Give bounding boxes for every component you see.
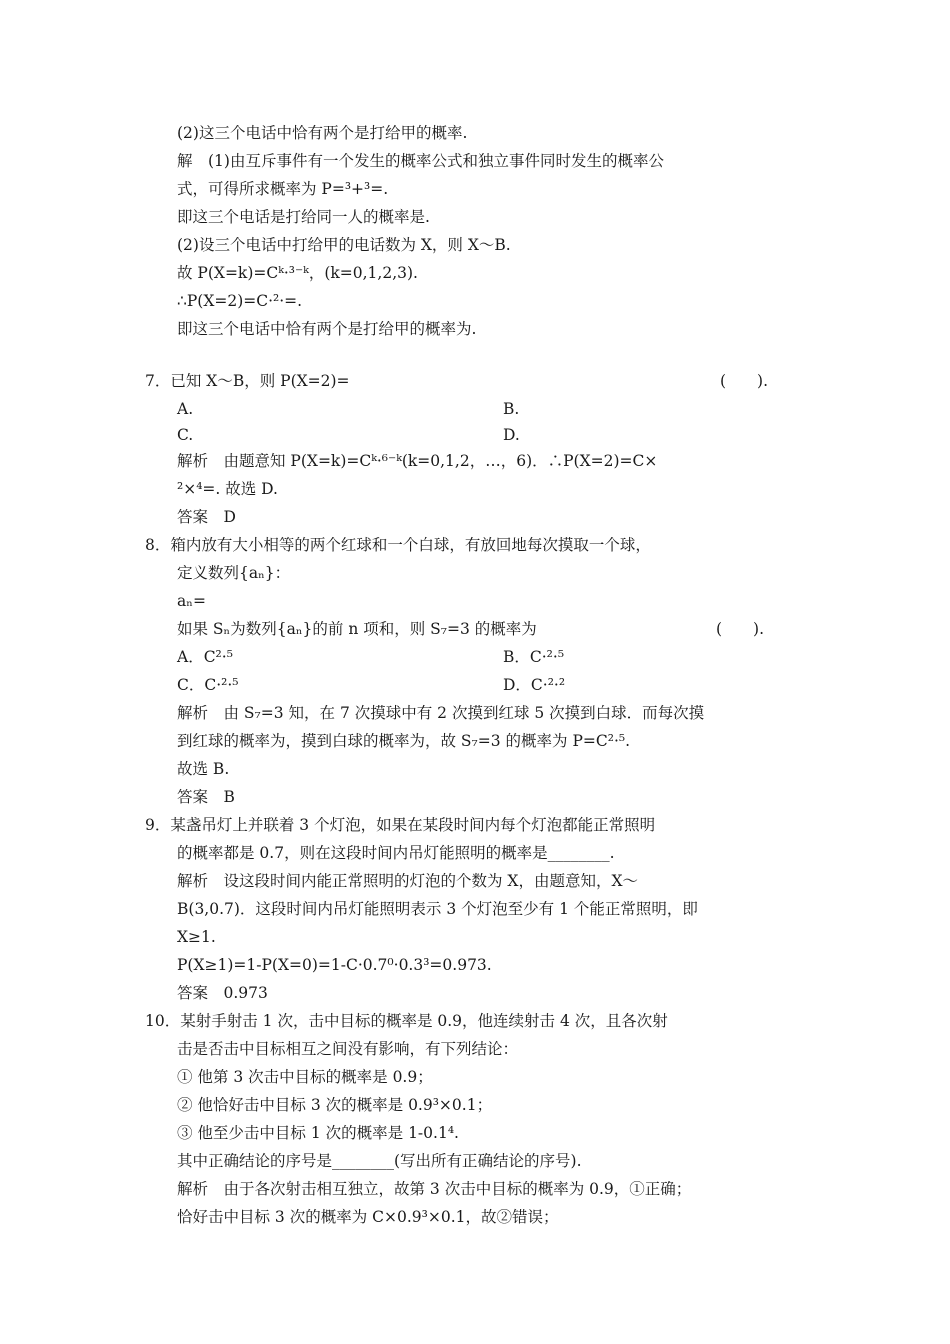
option-d: D. — [503, 426, 520, 444]
solution-line: X≥1. — [177, 928, 216, 946]
text-line: 解 (1)由互斥事件有一个发生的概率公式和独立事件同时发生的概率公 — [177, 152, 664, 170]
question-8: 8．箱内放有大小相等的两个红球和一个白球，有放回地每次摸取一个球， — [145, 536, 651, 554]
text-line: 其中正确结论的序号是________(写出所有正确结论的序号). — [177, 1152, 582, 1170]
answer-line: 答案 D — [177, 508, 236, 526]
solution-line: 解析 由 S₇=3 知，在 7 次摸球中有 2 次摸到红球 5 次摸到白球．而每次摸 — [177, 704, 705, 722]
text-line: 即这三个电话中恰有两个是打给甲的概率为. — [177, 320, 477, 338]
text-line: 故 P(X=k)=Cᵏ·³⁻ᵏ，(k=0,1,2,3). — [177, 264, 418, 282]
solution-line: ²×⁴=. 故选 D. — [177, 480, 278, 498]
text-line: 的概率都是 0.7，则在这段时间内吊灯能照明的概率是________. — [177, 844, 615, 862]
answer-blank: ( ). — [720, 372, 769, 390]
option-c: C. — [177, 426, 194, 444]
solution-line: 解析 由于各次射击相互独立，故第 3 次击中目标的概率为 0.9，①正确； — [177, 1180, 692, 1198]
question-7: 7．已知 X～B，则 P(X=2)= — [145, 372, 350, 390]
option-d: D．C·²·² — [503, 676, 566, 694]
text-line: ③ 他至少击中目标 1 次的概率是 1-0.1⁴. — [177, 1124, 459, 1142]
text-line: 如果 Sₙ为数列{aₙ}的前 n 项和，则 S₇=3 的概率为 — [177, 620, 537, 638]
answer-line: 答案 B — [177, 788, 235, 806]
text-line: aₙ= — [177, 592, 206, 610]
option-b: B．C·²·⁵ — [503, 648, 565, 666]
option-a: A. — [177, 400, 194, 418]
text-line: ② 他恰好击中目标 3 次的概率是 0.9³×0.1； — [177, 1096, 493, 1114]
answer-blank: ( ). — [716, 620, 765, 638]
solution-line: 解析 设这段时间内能正常照明的灯泡的个数为 X，由题意知，X～ — [177, 872, 638, 890]
text-line: (2)设三个电话中打给甲的电话数为 X，则 X～B. — [177, 236, 511, 254]
answer-line: 答案 0.973 — [177, 984, 268, 1002]
solution-line: 故选 B. — [177, 760, 230, 778]
option-a: A．C²·⁵ — [177, 648, 233, 666]
option-c: C．C·²·⁵ — [177, 676, 239, 694]
text-line: ① 他第 3 次击中目标的概率是 0.9； — [177, 1068, 433, 1086]
question-9: 9．某盏吊灯上并联着 3 个灯泡，如果在某段时间内每个灯泡都能正常照明 — [145, 816, 656, 834]
text-line: ∴P(X=2)=C·²·=. — [177, 292, 303, 310]
text-line: (2)这三个电话中恰有两个是打给甲的概率. — [177, 124, 468, 142]
text-line: 即这三个电话是打给同一人的概率是. — [177, 208, 430, 226]
question-10: 10．某射手射击 1 次，击中目标的概率是 0.9，他连续射击 4 次，且各次射 — [145, 1012, 668, 1030]
text-line: 定义数列{aₙ}： — [177, 564, 291, 582]
text-line: 式，可得所求概率为 P=³+³=. — [177, 180, 389, 198]
option-b: B. — [503, 400, 520, 418]
solution-line: 恰好击中目标 3 次的概率为 C×0.9³×0.1，故②错误； — [177, 1208, 559, 1226]
solution-line: 到红球的概率为，摸到白球的概率为，故 S₇=3 的概率为 P=C²·⁵. — [177, 732, 631, 750]
solution-line: B(3,0.7)．这段时间内吊灯能照明表示 3 个灯泡至少有 1 个能正常照明，即 — [177, 900, 698, 918]
solution-line: 解析 由题意知 P(X=k)=Cᵏ·⁶⁻ᵏ(k=0,1,2，…，6)．∴P(X=2)=C× — [177, 452, 658, 470]
solution-line: P(X≥1)=1-P(X=0)=1-C·0.7⁰·0.3³=0.973. — [177, 956, 492, 974]
text-line: 击是否击中目标相互之间没有影响，有下列结论： — [177, 1040, 519, 1058]
